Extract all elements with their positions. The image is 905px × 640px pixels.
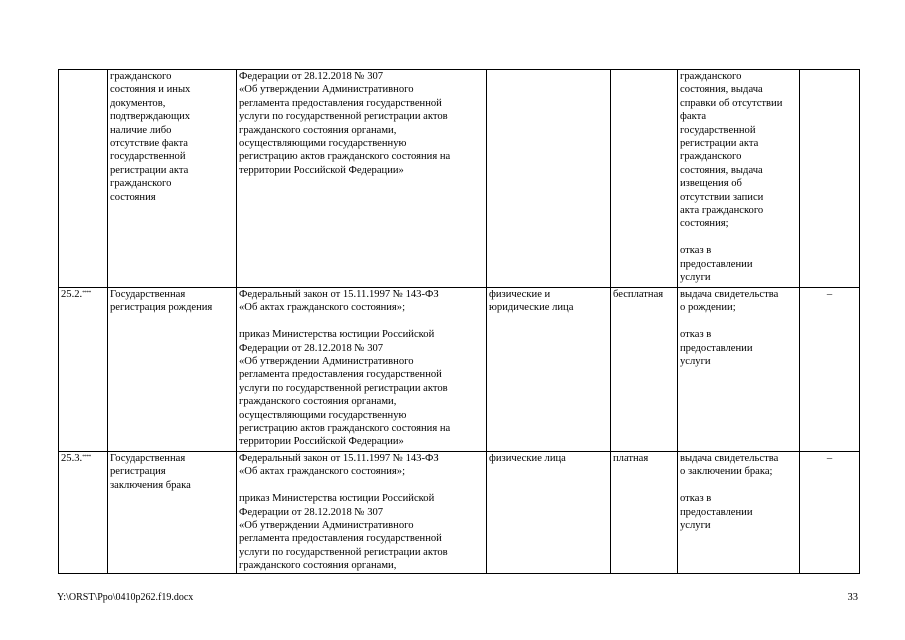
cell-text-line: состояния; bbox=[680, 218, 729, 230]
cell-text-line: гражданского bbox=[110, 178, 172, 190]
cell-text-line: факта bbox=[680, 111, 707, 123]
cell-text-line: предоставлении bbox=[680, 258, 753, 270]
cell-text-line: услуги bbox=[680, 520, 711, 532]
cell-text-line: гражданского bbox=[680, 71, 742, 82]
cell-text-line: гражданского bbox=[680, 151, 742, 163]
row-number-text: 25.3. bbox=[61, 453, 83, 464]
cell-text-line: «Об актах гражданского состояния»; bbox=[239, 466, 406, 478]
cell-text-line: регистрацию актов гражданского состояния на bbox=[239, 423, 451, 435]
recipients bbox=[487, 452, 611, 574]
cell-text-line: «Об актах гражданского состояния»; bbox=[239, 302, 406, 314]
cell-text-line: подтверждающих bbox=[110, 111, 191, 123]
table-row bbox=[59, 70, 860, 288]
row-number bbox=[59, 70, 108, 288]
table-row bbox=[59, 288, 860, 452]
cell-text-line: физические лица bbox=[489, 453, 566, 464]
cell-text-line: выдача свидетельства bbox=[680, 289, 779, 300]
cell-text-line: Федеральный закон от 15.11.1997 № 143-ФЗ bbox=[239, 289, 439, 300]
cell-text-line: отказ в bbox=[680, 493, 712, 505]
row-number-text: 25.2. bbox=[61, 289, 83, 300]
service-result bbox=[678, 70, 800, 288]
cell-text-line: Федерации от 28.12.2018 № 307 bbox=[239, 506, 384, 518]
cell-text-line: регистрацию актов гражданского состояния на bbox=[239, 151, 451, 163]
payment-type: платная bbox=[611, 452, 678, 574]
cell-text-line: услуги bbox=[680, 272, 711, 284]
cell-text-line: отказ в bbox=[680, 245, 712, 257]
cell-text-line: предоставлении bbox=[680, 506, 753, 518]
cell-text-line: гражданского состояния органами, bbox=[239, 396, 397, 408]
cell-text-line: гражданского состояния органами, bbox=[239, 124, 397, 136]
cell-text-line: приказ Министерства юстиции Российской bbox=[239, 329, 435, 341]
service-result bbox=[678, 452, 800, 574]
cell-text-line: отказ в bbox=[680, 329, 712, 341]
cell-text-line: физические и bbox=[489, 289, 551, 300]
note-cell bbox=[800, 70, 860, 288]
service-name bbox=[108, 452, 237, 574]
footnote-marker: **** bbox=[82, 455, 91, 460]
cell-text-line: регистрация рождения bbox=[110, 302, 213, 314]
cell-text-line: гражданского состояния органами, bbox=[239, 560, 397, 572]
note-cell: – bbox=[800, 288, 860, 452]
cell-text-line: территории Российской Федерации» bbox=[239, 436, 404, 448]
cell-text-line: наличие либо bbox=[110, 124, 172, 136]
footer-file-path: Y:\ORST\Ppo\0410p262.f19.docx bbox=[57, 592, 194, 603]
cell-text-line: услуги bbox=[680, 356, 711, 368]
cell-text-line: регламента предоставления государственной bbox=[239, 369, 442, 381]
cell-text-line: осуществляющими государственную bbox=[239, 138, 407, 150]
cell-text-line: отсутствие факта bbox=[110, 138, 188, 150]
legal-basis bbox=[237, 288, 487, 452]
legal-basis bbox=[237, 452, 487, 574]
cell-text-line: состояния, выдача bbox=[680, 84, 763, 96]
cell-text-line: Федерации от 28.12.2018 № 307 bbox=[239, 342, 384, 354]
cell-text-line: о рождении; bbox=[680, 302, 736, 314]
payment-type bbox=[611, 70, 678, 288]
table-row bbox=[59, 452, 860, 574]
cell-text-line: акта гражданского bbox=[680, 205, 764, 217]
service-result bbox=[678, 288, 800, 452]
cell-text-line: регистрации акта bbox=[680, 138, 759, 150]
cell-text-line: выдача свидетельства bbox=[680, 453, 779, 464]
payment-type: бесплатная bbox=[611, 288, 678, 452]
cell-text-line: «Об утверждении Административного bbox=[239, 520, 414, 532]
service-name bbox=[108, 70, 237, 288]
cell-text-line: регламента предоставления государственной bbox=[239, 97, 442, 109]
cell-text-line: услуги по государственной регистрации актов bbox=[239, 111, 448, 123]
legal-basis bbox=[237, 70, 487, 288]
cell-text-line: документов, bbox=[110, 97, 166, 109]
cell-text-line: услуги по государственной регистрации актов bbox=[239, 382, 448, 394]
cell-text-line: заключения брака bbox=[110, 479, 191, 491]
footnote-marker: **** bbox=[82, 291, 91, 296]
cell-text-line: регистрация bbox=[110, 466, 166, 478]
cell-text-line: состояния, выдача bbox=[680, 164, 763, 176]
cell-text-line: государственной bbox=[110, 151, 186, 163]
cell-text-line: Федеральный закон от 15.11.1997 № 143-ФЗ bbox=[239, 453, 439, 464]
cell-text-line: юридические лица bbox=[489, 302, 574, 314]
cell-text-line: состояния и иных bbox=[110, 84, 191, 96]
cell-text-line: предоставлении bbox=[680, 342, 753, 354]
cell-text-line: «Об утверждении Административного bbox=[239, 356, 414, 368]
cell-text-line: справки об отсутствии bbox=[680, 97, 783, 109]
note-cell: – bbox=[800, 452, 860, 574]
cell-text-line: отсутствии записи bbox=[680, 191, 764, 203]
row-number bbox=[59, 452, 108, 574]
cell-text-line: осуществляющими государственную bbox=[239, 409, 407, 421]
cell-text-line: услуги по государственной регистрации актов bbox=[239, 546, 448, 558]
cell-text-line: состояния bbox=[110, 191, 156, 203]
cell-text-line: «Об утверждении Административного bbox=[239, 84, 414, 96]
recipients bbox=[487, 288, 611, 452]
row-number bbox=[59, 288, 108, 452]
recipients bbox=[487, 70, 611, 288]
cell-text-line: регламента предоставления государственной bbox=[239, 533, 442, 545]
cell-text-line: регистрации акта bbox=[110, 164, 189, 176]
cell-text-line: государственной bbox=[680, 124, 756, 136]
services-table bbox=[58, 69, 860, 574]
cell-text-line: извещения об bbox=[680, 178, 742, 190]
cell-text-line: о заключении брака; bbox=[680, 466, 773, 478]
cell-text-line: Федерации от 28.12.2018 № 307 bbox=[239, 71, 384, 82]
cell-text-line: территории Российской Федерации» bbox=[239, 164, 404, 176]
page-number: 33 bbox=[847, 592, 858, 603]
cell-text-line: Государственная bbox=[110, 289, 186, 300]
cell-text-line: Государственная bbox=[110, 453, 186, 464]
cell-text-line: приказ Министерства юстиции Российской bbox=[239, 493, 435, 505]
service-name bbox=[108, 288, 237, 452]
cell-text-line: гражданского bbox=[110, 71, 172, 82]
